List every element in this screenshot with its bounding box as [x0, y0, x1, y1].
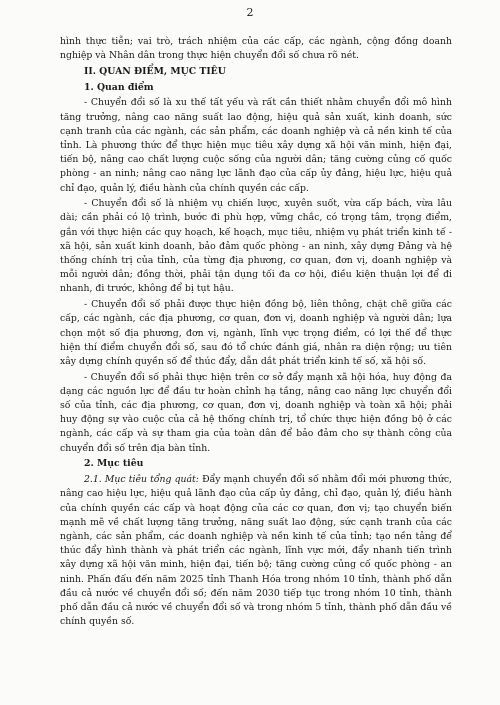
- subsection-1-heading: 1. Quan điểm: [84, 81, 154, 93]
- viewpoint-paragraph: - Chuyển đổi số là xu thế tất yếu và rất cần thiết nhằm chuyển đổi mô hình tăng trưởng, nâng cao năng suất lao động, hiệu quả sản xuất, kinh doanh, sức cạnh tranh của các ngành, các sản phẩm, các doanh nghiệp và cả nền kinh tế của tỉnh. Là phương thức để thực hiện mục tiêu xây dựng xã hội văn minh, hiện đại, tiến bộ, nâng cao chất lượng cuộc sống của người dân; tăng cường củng cố quốc phòng - an ninh; nâng cao năng lực lãnh đạo của cấp ủy đảng, hiệu lực, hiệu quả chỉ đạo, quản lý, điều hành của chính quyền các cấp.: [60, 97, 452, 194]
- viewpoint-paragraph: - Chuyển đổi số phải thực hiện trên cơ sở đẩy mạnh xã hội hóa, huy động đa dạng các nguồn lực để đầu tư hoàn chỉnh hạ tầng, nâng cao năng lực chuyển đổi số của tỉnh, các địa phương, cơ quan, đơn vị, doanh nghiệp và toàn xã hội; phải huy động sự vào cuộc của cả hệ thống chính trị, tổ chức thực hiện đồng bộ ở các ngành, các cấp và sự tham gia của toàn dân để bảo đảm cho sự thành công của chuyển đổi số trên địa bàn tỉnh.: [60, 371, 452, 454]
- goal-2-1-label: 2.1. Mục tiêu tổng quát:: [84, 474, 199, 486]
- viewpoint-paragraph: - Chuyển đổi số phải được thực hiện đồng bộ, liên thông, chặt chẽ giữa các cấp, các ngành, các địa phương, cơ quan, đơn vị, doanh nghiệp và người dân; lựa chọn một số địa phương, đơn vị, ngành, lĩnh vực trọng điểm, có lợi thế để thực hiện thí điểm chuyển đổi số, sau đó tổ chức đánh giá, nhân ra diện rộng; ưu tiên xây dựng chính quyền số để thúc đẩy, dẫn dắt phát triển kinh tế số, xã hội số.: [60, 299, 452, 367]
- viewpoint-paragraph: - Chuyển đổi số là nhiệm vụ chiến lược, xuyên suốt, vừa cấp bách, vừa lâu dài; cần phải có lộ trình, bước đi phù hợp, vững chắc, có trọng tâm, trọng điểm, gắn với thực hiện các quy hoạch, kế hoạch, mục tiêu, nhiệm vụ phát triển kinh tế - xã hội, sản xuất kinh doanh, bảo đảm quốc phòng - an ninh, xây dựng Đảng và hệ thống chính trị của tỉnh, của từng địa phương, cơ quan, đơn vị, doanh nghiệp và mỗi người dân; đồng thời, phải tận dụng tối đa cơ hội, điều kiện thuận lợi để đi nhanh, đi trước, không để bị tụt hậu.: [60, 198, 452, 295]
- subsection-2-heading: 2. Mục tiêu: [84, 458, 144, 470]
- section-ii-heading: II. QUAN ĐIỂM, MỤC TIÊU: [84, 65, 226, 77]
- page-number: 2: [246, 6, 254, 19]
- goal-2-1-text: Đẩy mạnh chuyển đổi số nhằm đổi mới phương thức, nâng cao hiệu lực, hiệu quả lãnh đạo của cấp ủy đảng, chỉ đạo, quản lý, điều hành của chính quyền các cấp và hoạt động của các cơ quan, đơn vị; tạo chuyển biến mạnh mẽ về chất lượng tăng trưởng, năng suất lao động, sức cạnh tranh của các ngành, các sản phẩm, các doanh nghiệp và nền kinh tế của tỉnh; tạo nền tảng để thúc đẩy hình thành và phát triển các ngành, lĩnh vực mới, đẩy nhanh tiến trình xây dựng xã hội văn minh, hiện đại, tiến bộ; tăng cường củng cố quốc phòng - an ninh. Phấn đấu đến năm 2025 tỉnh Thanh Hóa trong nhóm 10 tỉnh, thành phố dẫn đầu cả nước về chuyển đổi số; đến năm 2030 tiếp tục trong nhóm 10 tỉnh, thành phố dẫn đầu cả nước về chuyển đổi số và trong nhóm 5 tỉnh, thành phố dẫn đầu về chính quyền số.: [60, 474, 452, 628]
- document-body: [60, 35, 452, 631]
- goal-2-1-paragraph: [60, 473, 452, 629]
- opening-paragraph: hình thực tiễn; vai trò, trách nhiệm của các cấp, các ngành, cộng đồng doanh nghiệp và Nhân dân trong thực hiện chuyển đổi số chưa rõ nét.: [60, 36, 452, 62]
